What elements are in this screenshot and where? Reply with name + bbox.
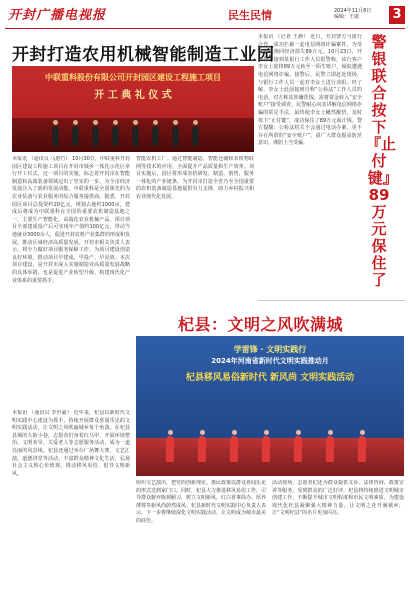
event-photo	[136, 336, 404, 476]
person-figure	[152, 126, 159, 146]
dancer-figure	[198, 436, 206, 462]
person-figure	[192, 126, 199, 146]
editor-line: 编辑：王康	[334, 14, 360, 20]
masthead: 开封广播电视报	[8, 8, 107, 23]
headline-2: 杞县：文明之风吹满城	[178, 315, 344, 334]
section-divider	[258, 300, 405, 301]
dancer-figure	[294, 436, 302, 462]
person-figure	[92, 126, 99, 146]
date-line: 2024年11月8日	[334, 8, 372, 14]
vertical-headline: 警银联合按下『止付键』89万元保住了	[366, 33, 397, 289]
dancer-figure	[230, 436, 238, 462]
dancer-figure	[326, 436, 334, 462]
article2-column3: 活动现场，志愿者们还为群众提供义诊、法律咨询、政策宣讲等服务，受到群众的广泛好评。杞县将持续推进文明城市创建工作，不断提升城市文明程度和市民文明素质，为建设现代化杞县凝聚强大精神力量，让文明之花开满城乡，让“文明杞县”的名片更加闪亮。	[272, 480, 404, 517]
header-rule	[5, 28, 405, 29]
photo-event-title: 杞县移风易俗新时代 新风尚 文明实践活动	[185, 373, 355, 383]
photo-slogan: 学雷锋 · 文明实践行	[233, 345, 307, 354]
dancer-figure	[262, 436, 270, 462]
page-number: 3	[389, 6, 405, 24]
headline-1: 开封打造农用机械智能制造工业园	[12, 45, 275, 65]
article1-column2: 智能农机工厂。通过智能制造、智能仓储和农机物联网等技术的应用，全面提升产品质量和生产效率。项目实施后，园区将形成农机研发、制造、销售、服务一体化的产业链条，为开封市打造全省乃至全国重要的农机装备制造基地提供有力支撑，助力乡村振兴和农业现代化发展。	[136, 156, 254, 200]
date-box	[334, 8, 371, 20]
photo-stage	[12, 118, 254, 152]
person-figure	[72, 126, 79, 146]
person-figure	[172, 126, 179, 146]
photo-event-year: 2024年河南省新时代文明实践推动月	[211, 357, 329, 365]
article1-column1: 本报讯 （通讯员 马惠竹） 10月30日，中联重科开封园区建设工程施工项目在开封市城乡一体化示范区举行开工仪式。这一项目的实施，标志着开封市在智能制造和高端装备领域迈出了坚实的一步，为全市经济发展注入了新的发展动能。中联重科是全国领先的为农业装备与农业服务的综合服务提供商。据悉，开封园区项目总投资约20亿元，规划占地约1000亩，建成后将成为中联重科在全国的重要农机制造基地之一，主要生产智能化、高端化农业机械产品，预计项目全部建成投产后可实现年产值约100亿元，带动当地就业3000余人，促进开封农机产业集群的形成和发展，推动区域经济高质量发展。开封市相关负责人表示，将全力做好项目服务保障工作，为项目建设创造良好环境，推动项目早建成、早投产、早见效。本次项目建设，是开封市深入实施制造业高质量发展战略的具体举措，也是促进产业转型升级、构建现代化产业体系的重要抓手。	[12, 156, 130, 284]
article2-column1: 本报讯 （通讯员 李世豪） 近年来，杞县以新时代文明实践中心建设为抓手，持续开展群众喜闻乐见的文明实践活动，让文明之风吹遍城乡每个角落。在杞县县城的大街小巷，志愿者们身着红马甲，开展环境整治、文明劝导、关爱老人等志愿服务活动，成为一道亮丽的风景线。杞县还通过举办广场舞大赛、文艺汇演、道德讲堂等活动，丰富群众精神文化生活，弘扬社会主义核心价值观，推动移风易俗，倡导文明新风。	[12, 410, 130, 477]
page-header	[0, 0, 410, 30]
person-figure	[52, 126, 59, 146]
dancer-figure	[166, 436, 174, 462]
article2-column2: 组织文艺演出，把党的创新理论、惠民政策以群众喜闻乐见的形式送到家门口。同时，杞县大力推进移风易俗工作，引导群众摒弃陈规陋习，树立文明新风，红白喜事简办、厚养薄葬等新风尚蔚然成风。杞县新时代文明实践中心负责人表示，下一步将继续深化文明实践活动，让文明成为城市最美的底色。	[136, 480, 266, 524]
person-figure	[112, 126, 119, 146]
photo-banner-subtitle: 开 工 典 礼 仪 式	[94, 90, 172, 101]
person-figure	[132, 126, 139, 146]
ceremony-photo	[12, 66, 254, 152]
photo-banner-title: 中联重科股份有限公司开封园区建设工程施工项目	[45, 73, 221, 82]
dancer-figure	[358, 436, 366, 462]
section-title: 民生民情	[228, 9, 272, 22]
article3-body: 本报讯 （记者 王静） 近日，开封警方与银行合作，成功拦截一起电信网络诈骗案件，为受害群众挽回经济损失89万元。10月23日，开封警方接到某银行工作人员报警称，该行客户李女士欲将89万元转至一陌生账户，疑似遭遇电信网络诈骗。接警后，民警立即赶赴现场，与银行工作人员一起对李女士进行劝阻。经了解，李女士此前接到自称“公检法”工作人员的电话，对方称其涉嫌洗钱，需将资金转入“安全账户”接受调查。民警耐心向其讲解电信网络诈骗的常见手法，最终使李女士幡然醒悟，及时按下“止付键”，成功保住了89万元血汗钱。警方提醒：公检法机关不会通过电话办案，更不存在所谓的“安全账户”，请广大群众提高防范意识，谨防上当受骗。	[258, 34, 362, 147]
